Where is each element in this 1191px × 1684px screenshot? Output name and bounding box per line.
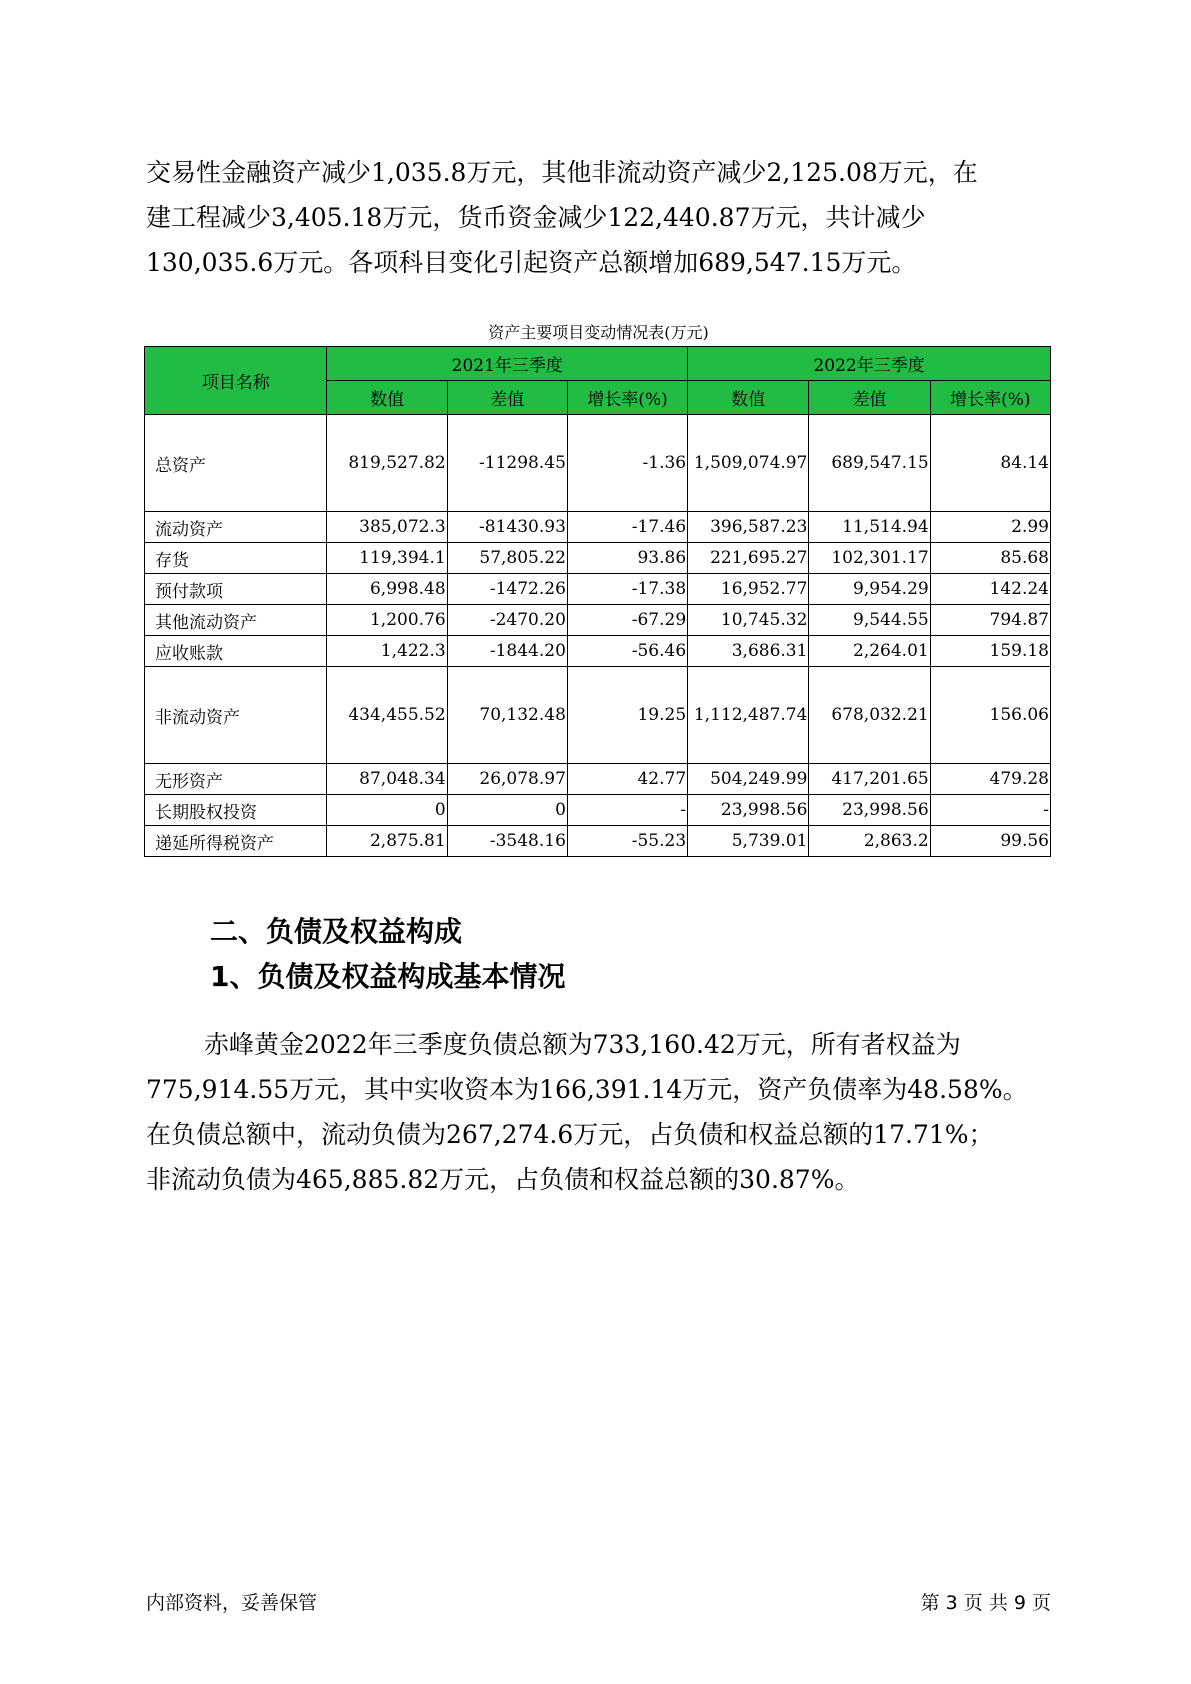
row-label: 递延所得税资产 bbox=[145, 826, 327, 857]
table-cell: 23,998.56 bbox=[688, 795, 809, 826]
row-label: 长期股权投资 bbox=[145, 795, 327, 826]
header-growth: 增长率(%) bbox=[567, 381, 687, 415]
table-cell: 2,875.81 bbox=[327, 826, 447, 857]
header-value: 数值 bbox=[327, 381, 447, 415]
table-cell: 396,587.23 bbox=[688, 512, 809, 543]
table-cell: 85.68 bbox=[930, 543, 1050, 574]
table-cell: 23,998.56 bbox=[809, 795, 930, 826]
text-line: 建工程减少3,405.18万元，货币资金减少122,440.87万元，共计减少 bbox=[146, 203, 926, 232]
table-cell: 434,455.52 bbox=[327, 667, 447, 764]
table-cell: 119,394.1 bbox=[327, 543, 447, 574]
table-cell: 16,952.77 bbox=[688, 574, 809, 605]
table-cell: -56.46 bbox=[567, 636, 687, 667]
table-cell: 42.77 bbox=[567, 764, 687, 795]
table-cell: 221,695.27 bbox=[688, 543, 809, 574]
table-cell: 2,264.01 bbox=[809, 636, 930, 667]
table-cell: -17.38 bbox=[567, 574, 687, 605]
table-cell: 93.86 bbox=[567, 543, 687, 574]
table-cell: 5,739.01 bbox=[688, 826, 809, 857]
table-cell: 26,078.97 bbox=[447, 764, 567, 795]
header-2022-q3: 2022年三季度 bbox=[688, 347, 1051, 381]
row-label: 其他流动资产 bbox=[145, 605, 327, 636]
table-row bbox=[145, 826, 1051, 857]
table-cell: 19.25 bbox=[567, 667, 687, 764]
table-cell: 479.28 bbox=[930, 764, 1050, 795]
table-cell: -11298.45 bbox=[447, 415, 567, 512]
subsection-heading: 1、负债及权益构成基本情况 bbox=[210, 960, 566, 993]
row-label: 预付款项 bbox=[145, 574, 327, 605]
header-growth: 增长率(%) bbox=[930, 381, 1050, 415]
table-cell: 385,072.3 bbox=[327, 512, 447, 543]
footer-confidential-note: 内部资料，妥善保管 bbox=[146, 1592, 318, 1614]
table-cell: -67.29 bbox=[567, 605, 687, 636]
table-cell: 678,032.21 bbox=[809, 667, 930, 764]
table-cell: 10,745.32 bbox=[688, 605, 809, 636]
liabilities-paragraph bbox=[146, 1022, 1046, 1202]
table-cell: 99.56 bbox=[930, 826, 1050, 857]
table-cell: -55.23 bbox=[567, 826, 687, 857]
row-label: 总资产 bbox=[145, 415, 327, 512]
table-row bbox=[145, 636, 1051, 667]
table-row bbox=[145, 764, 1051, 795]
table-row bbox=[145, 574, 1051, 605]
row-label: 存货 bbox=[145, 543, 327, 574]
table-cell: 689,547.15 bbox=[809, 415, 930, 512]
header-item-name: 项目名称 bbox=[145, 347, 327, 415]
table-cell: 102,301.17 bbox=[809, 543, 930, 574]
intro-paragraph bbox=[146, 150, 1046, 285]
table-row bbox=[145, 543, 1051, 574]
table-cell: 0 bbox=[327, 795, 447, 826]
header-diff: 差值 bbox=[447, 381, 567, 415]
table-cell: 1,509,074.97 bbox=[688, 415, 809, 512]
header-diff: 差值 bbox=[809, 381, 930, 415]
text-line: 赤峰黄金2022年三季度负债总额为733,160.42万元，所有者权益为 bbox=[204, 1030, 961, 1059]
table-cell: - bbox=[567, 795, 687, 826]
table-cell: 794.87 bbox=[930, 605, 1050, 636]
row-label: 流动资产 bbox=[145, 512, 327, 543]
table-row bbox=[145, 415, 1051, 512]
table-cell: 84.14 bbox=[930, 415, 1050, 512]
table-cell: 11,514.94 bbox=[809, 512, 930, 543]
text-line: 在负债总额中，流动负债为267,274.6万元，占负债和权益总额的17.71%； bbox=[146, 1120, 994, 1149]
table-cell: 2.99 bbox=[930, 512, 1050, 543]
table-cell: 142.24 bbox=[930, 574, 1050, 605]
table-cell: 3,686.31 bbox=[688, 636, 809, 667]
table-cell: -1.36 bbox=[567, 415, 687, 512]
table-row bbox=[145, 512, 1051, 543]
table-row bbox=[145, 795, 1051, 826]
footer-page-number: 第 3 页 共 9 页 bbox=[920, 1592, 1051, 1614]
row-label: 非流动资产 bbox=[145, 667, 327, 764]
table-caption: 资产主要项目变动情况表(万元) bbox=[488, 323, 709, 342]
table-cell: 819,527.82 bbox=[327, 415, 447, 512]
table-cell: -1844.20 bbox=[447, 636, 567, 667]
table-cell: 0 bbox=[447, 795, 567, 826]
table-cell: - bbox=[930, 795, 1050, 826]
table-cell: -17.46 bbox=[567, 512, 687, 543]
table-cell: -1472.26 bbox=[447, 574, 567, 605]
table-cell: 9,954.29 bbox=[809, 574, 930, 605]
table-cell: 2,863.2 bbox=[809, 826, 930, 857]
section-heading: 二、负债及权益构成 bbox=[210, 915, 463, 948]
table-cell: 417,201.65 bbox=[809, 764, 930, 795]
asset-change-table bbox=[144, 346, 1051, 857]
row-label: 应收账款 bbox=[145, 636, 327, 667]
table-cell: 87,048.34 bbox=[327, 764, 447, 795]
table-cell: 1,422.3 bbox=[327, 636, 447, 667]
table-cell: 9,544.55 bbox=[809, 605, 930, 636]
text-line: 775,914.55万元，其中实收资本为166,391.14万元，资产负债率为48.58%。 bbox=[146, 1075, 1028, 1104]
text-line: 交易性金融资产减少1,035.8万元，其他非流动资产减少2,125.08万元，在 bbox=[146, 158, 978, 187]
table-cell: 1,200.76 bbox=[327, 605, 447, 636]
table-cell: -3548.16 bbox=[447, 826, 567, 857]
table-cell: -2470.20 bbox=[447, 605, 567, 636]
text-line: 非流动负债为465,885.82万元，占负债和权益总额的30.87%。 bbox=[146, 1165, 860, 1194]
table-cell: 57,805.22 bbox=[447, 543, 567, 574]
table-cell: 504,249.99 bbox=[688, 764, 809, 795]
row-label: 无形资产 bbox=[145, 764, 327, 795]
header-2021-q3: 2021年三季度 bbox=[327, 347, 688, 381]
table-row bbox=[145, 667, 1051, 764]
table-row bbox=[145, 605, 1051, 636]
table-cell: -81430.93 bbox=[447, 512, 567, 543]
table-cell: 6,998.48 bbox=[327, 574, 447, 605]
header-value: 数值 bbox=[688, 381, 809, 415]
table-cell: 159.18 bbox=[930, 636, 1050, 667]
text-line: 130,035.6万元。各项科目变化引起资产总额增加689,547.15万元。 bbox=[146, 248, 917, 277]
table-cell: 1,112,487.74 bbox=[688, 667, 809, 764]
table-cell: 70,132.48 bbox=[447, 667, 567, 764]
table-cell: 156.06 bbox=[930, 667, 1050, 764]
